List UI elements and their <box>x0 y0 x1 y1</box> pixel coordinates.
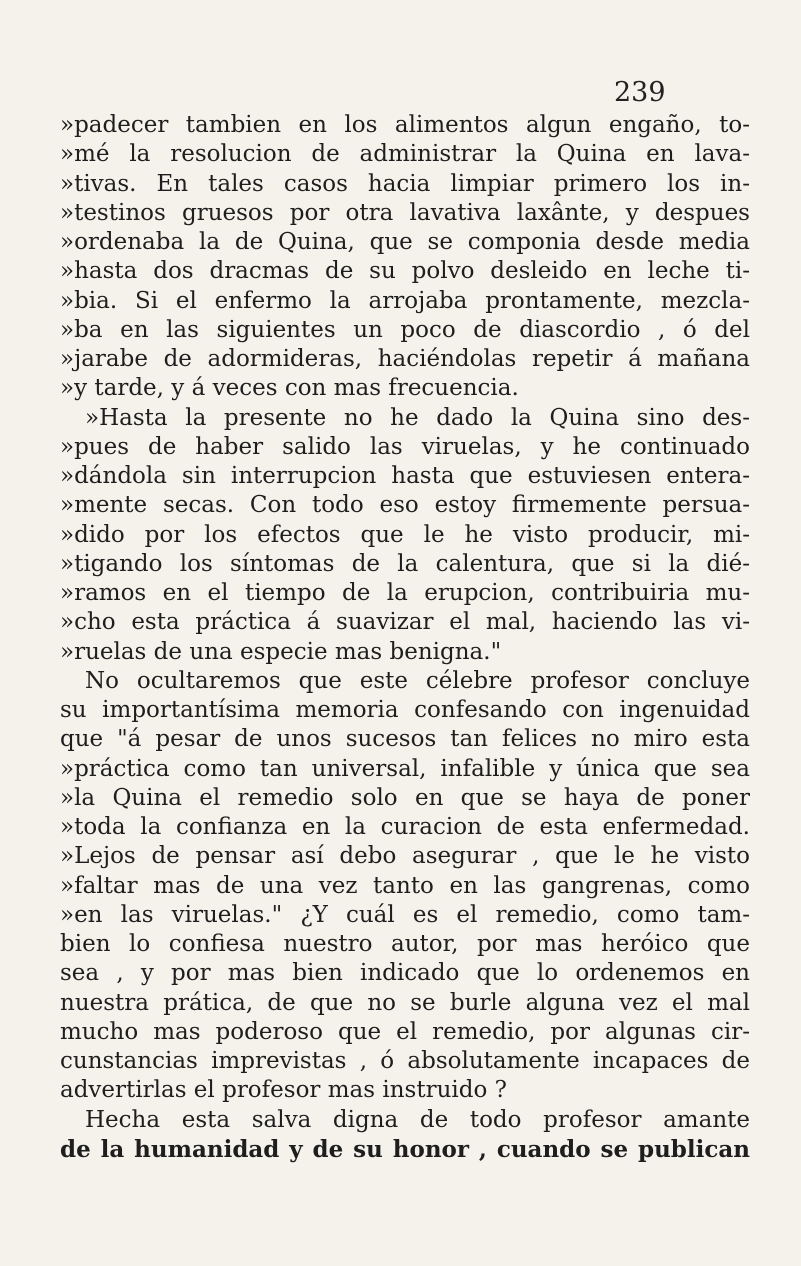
text-line: »ordenaba la de Quina, que se componia desde media <box>60 229 750 255</box>
text-line: »jarabe de adormideras, haciéndolas repetir á mañana <box>60 346 750 372</box>
text-line: »mé la resolucion de administrar la Quina en lava- <box>60 141 750 168</box>
text-line: »faltar mas de una vez tanto en las gangrenas, como <box>60 872 750 899</box>
text-line: sea , y por mas bien indicado que lo ordenemos en <box>60 960 750 987</box>
text-line: mucho mas poderoso que el remedio, por algunas cir- <box>60 1018 750 1045</box>
text-line: »mente secas. Con todo eso estoy firmemente persua- <box>60 492 750 519</box>
text-line: nuestra prática, de que no se burle alguna vez el mal <box>60 989 750 1016</box>
text-line: »ruelas de una especie mas benigna." <box>60 638 502 665</box>
text-line: bien lo confiesa nuestro autor, por mas heróico que <box>60 931 750 957</box>
text-line: »toda la confianza en la curacion de esta enfermedad. <box>60 814 750 840</box>
text-line: »dándola sin interrupcion hasta que estuviesen entera- <box>60 463 750 489</box>
text-line: »Hasta la presente no he dado la Quina sino des- <box>85 404 750 431</box>
text-line: »bia. Si el enfermo la arrojaba prontamente, mezcla- <box>60 287 750 314</box>
page-number: 239 <box>614 77 666 108</box>
text-line: »en las viruelas." ¿Y cuál es el remedio, como tam- <box>60 901 750 928</box>
text-line: su importantísima memoria confesando con ingenuidad <box>60 697 750 723</box>
text-line: »práctica como tan universal, infalible y única que sea <box>60 755 750 782</box>
text-line: No ocultaremos que este célebre profesor concluye <box>85 667 750 694</box>
text-line: »pues de haber salido las viruelas, y he continuado <box>60 433 750 460</box>
text-line: »Lejos de pensar así debo asegurar , que le he visto <box>60 843 750 870</box>
text-line: »tigando los síntomas de la calentura, que si la dié- <box>60 550 750 577</box>
text-line: »cho esta práctica á suavizar el mal, haciendo las vi- <box>60 609 750 636</box>
text-line: »tivas. En tales casos hacia limpiar primero los in- <box>60 170 750 197</box>
text-line: »ba en las siguientes un poco de diascordio , ó del <box>60 316 750 343</box>
text-line: advertirlas el profesor mas instruido ? <box>60 1077 507 1104</box>
text-line: de la humanidad y de su honor , cuando se publican <box>60 1135 750 1163</box>
text-line: »ramos en el tiempo de la erupcion, contribuiria mu- <box>60 580 750 606</box>
text-line: Hecha esta salva digna de todo profesor amante <box>85 1106 750 1133</box>
text-line: »padecer tambien en los alimentos algun engaño, to- <box>60 112 750 138</box>
text-line: »y tarde, y á veces con mas frecuencia. <box>60 375 519 402</box>
text-line: cunstancias imprevistas , ó absolutamente incapaces de <box>60 1048 750 1074</box>
text-line: »dido por los efectos que le he visto producir, mi- <box>60 521 750 548</box>
text-line: que "á pesar de unos sucesos tan felices no miro esta <box>60 726 750 753</box>
body-text <box>60 111 750 1164</box>
text-line: »testinos gruesos por otra lavativa laxânte, y despues <box>60 199 750 226</box>
text-line: »la Quina el remedio solo en que se haya de poner <box>60 784 750 811</box>
text-line: »hasta dos dracmas de su polvo desleido en leche ti- <box>60 258 750 285</box>
